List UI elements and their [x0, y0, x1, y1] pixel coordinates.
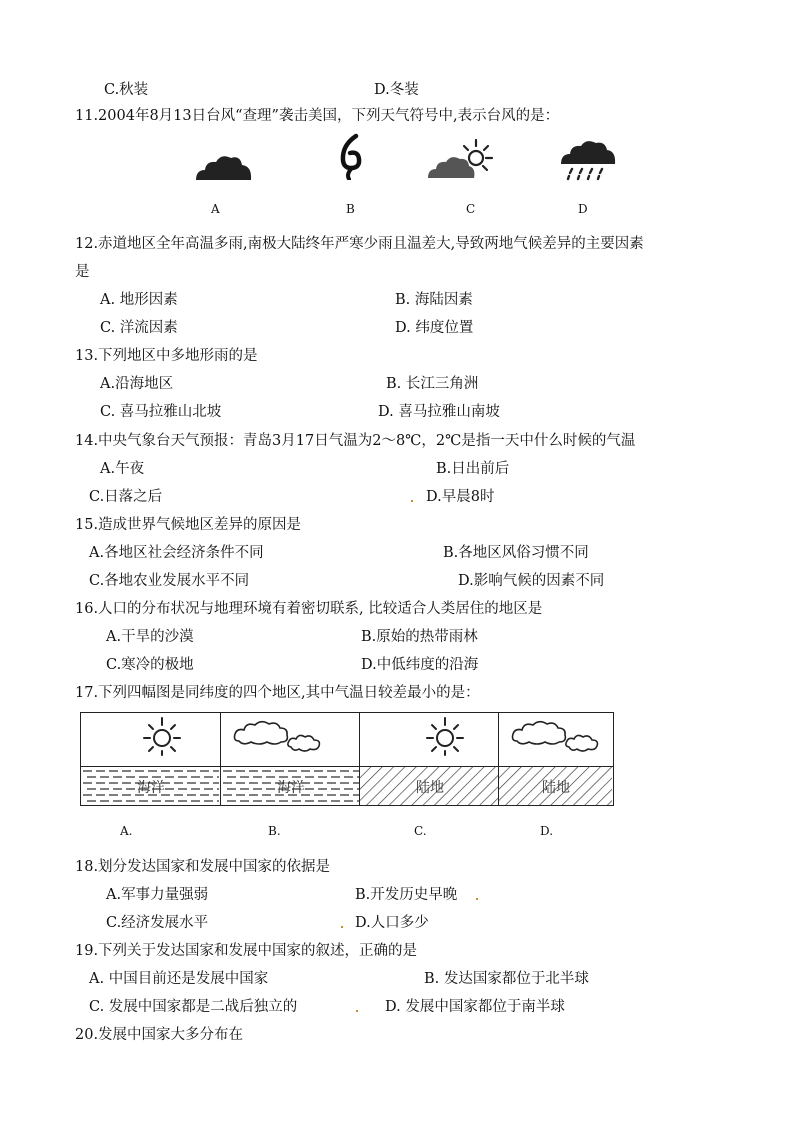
- stray-mark: [411, 500, 413, 502]
- q15-stem: 15.造成世界气候地区差异的原因是: [75, 517, 302, 533]
- q17-surface-c: 陆地: [416, 780, 444, 796]
- q18-option-b: B.开发历史早晚: [355, 887, 458, 903]
- q17-surface-d: 陆地: [542, 780, 570, 796]
- q13-stem: 13.下列地区中多地形雨的是: [75, 348, 258, 364]
- q13-option-a: A.沿海地区: [100, 376, 174, 392]
- q19-option-a: A. 中国目前还是发展中国家: [89, 971, 269, 987]
- cloud-icon: [511, 719, 603, 755]
- q19-stem: 19.下列关于发达国家和发展中国家的叙述，正确的是: [75, 943, 418, 959]
- cloud-icon: [194, 152, 254, 186]
- q12-option-b: B. 海陆因素: [395, 292, 473, 308]
- q17-panel-a: [80, 712, 222, 806]
- q10-option-d: D.冬装: [374, 82, 419, 98]
- q11-stem: 11.2004年8月13日台风“查理”袭击美国，下列天气符号中,表示台风的是：: [75, 108, 560, 124]
- q17-label-c: C.: [414, 824, 427, 838]
- q18-stem: 18.划分发达国家和发展中国家的依据是: [75, 859, 331, 875]
- typhoon-icon: [336, 132, 366, 184]
- stray-mark: [341, 926, 343, 928]
- q17-stem: 17.下列四幅图是同纬度的四个地区,其中气温日较差最小的是：: [75, 685, 480, 701]
- q16-option-a: A.干旱的沙漠: [106, 629, 194, 645]
- partly-cloudy-icon: [426, 138, 498, 186]
- q18-option-c: C.经济发展水平: [106, 915, 209, 931]
- q17-panel-d: [498, 712, 614, 806]
- q12-option-a: A. 地形因素: [100, 292, 178, 308]
- sun-icon: [141, 715, 183, 757]
- sun-icon: [424, 715, 466, 757]
- q14-option-c: C.日落之后: [89, 489, 163, 505]
- q11-label-b: B: [346, 202, 355, 216]
- q12-option-c: C. 洋流因素: [100, 320, 178, 336]
- rain-icon: [558, 140, 618, 186]
- q12-stem: 12.赤道地区全年高温多雨,南极大陆终年严寒少雨且温差大,导致两地气候差异的主要因素: [75, 236, 644, 252]
- q12-stem-cont: 是: [75, 264, 90, 280]
- q14-stem: 14.中央气象台天气预报：青岛3月17日气温为2～8℃，2℃是指一天中什么时候的气温: [75, 433, 636, 449]
- q13-option-d: D. 喜马拉雅山南坡: [378, 404, 500, 420]
- q16-option-b: B.原始的热带雨林: [361, 629, 478, 645]
- cloud-icon: [233, 719, 325, 755]
- q11-label-c: C: [466, 202, 476, 216]
- q13-option-b: B. 长江三角洲: [386, 376, 479, 392]
- q17-panel-b: [220, 712, 362, 806]
- q15-option-a: A.各地区社会经济条件不同: [89, 545, 264, 561]
- q18-option-d: D.人口多少: [355, 915, 429, 931]
- q17-panel-c: [359, 712, 501, 806]
- q19-option-c: C. 发展中国家都是二战后独立的: [89, 999, 298, 1015]
- q12-option-d: D. 纬度位置: [395, 320, 474, 336]
- q17-label-b: B.: [268, 824, 281, 838]
- q19-option-d: D. 发展中国家都位于南半球: [385, 999, 565, 1015]
- q17-surface-b: 海洋: [277, 780, 305, 796]
- q14-option-a: A.午夜: [100, 461, 145, 477]
- q14-option-d: D.早晨8时: [426, 489, 495, 505]
- q14-option-b: B.日出前后: [436, 461, 510, 477]
- q20-stem: 20.发展中国家大多分布在: [75, 1027, 244, 1043]
- q15-option-d: D.影响气候的因素不同: [458, 573, 605, 589]
- q11-label-a: A: [211, 202, 220, 216]
- q17-surface-a: 海洋: [137, 780, 165, 796]
- q10-option-c: C.秋装: [104, 82, 149, 98]
- q15-option-c: C.各地农业发展水平不同: [89, 573, 250, 589]
- stray-mark: [476, 898, 478, 900]
- q16-stem: 16.人口的分布状况与地理环境有着密切联系, 比较适合人类居住的地区是: [75, 601, 543, 617]
- q16-option-d: D.中低纬度的沿海: [361, 657, 479, 673]
- q13-option-c: C. 喜马拉雅山北坡: [100, 404, 222, 420]
- q18-option-a: A.军事力量强弱: [106, 887, 209, 903]
- q16-option-c: C.寒冷的极地: [106, 657, 194, 673]
- q15-option-b: B.各地区风俗习惯不同: [443, 545, 589, 561]
- q11-label-d: D: [578, 202, 588, 216]
- q17-label-d: D.: [540, 824, 554, 838]
- q19-option-b: B. 发达国家都位于北半球: [424, 971, 589, 987]
- q17-label-a: A.: [120, 824, 133, 838]
- stray-mark: [356, 1010, 358, 1012]
